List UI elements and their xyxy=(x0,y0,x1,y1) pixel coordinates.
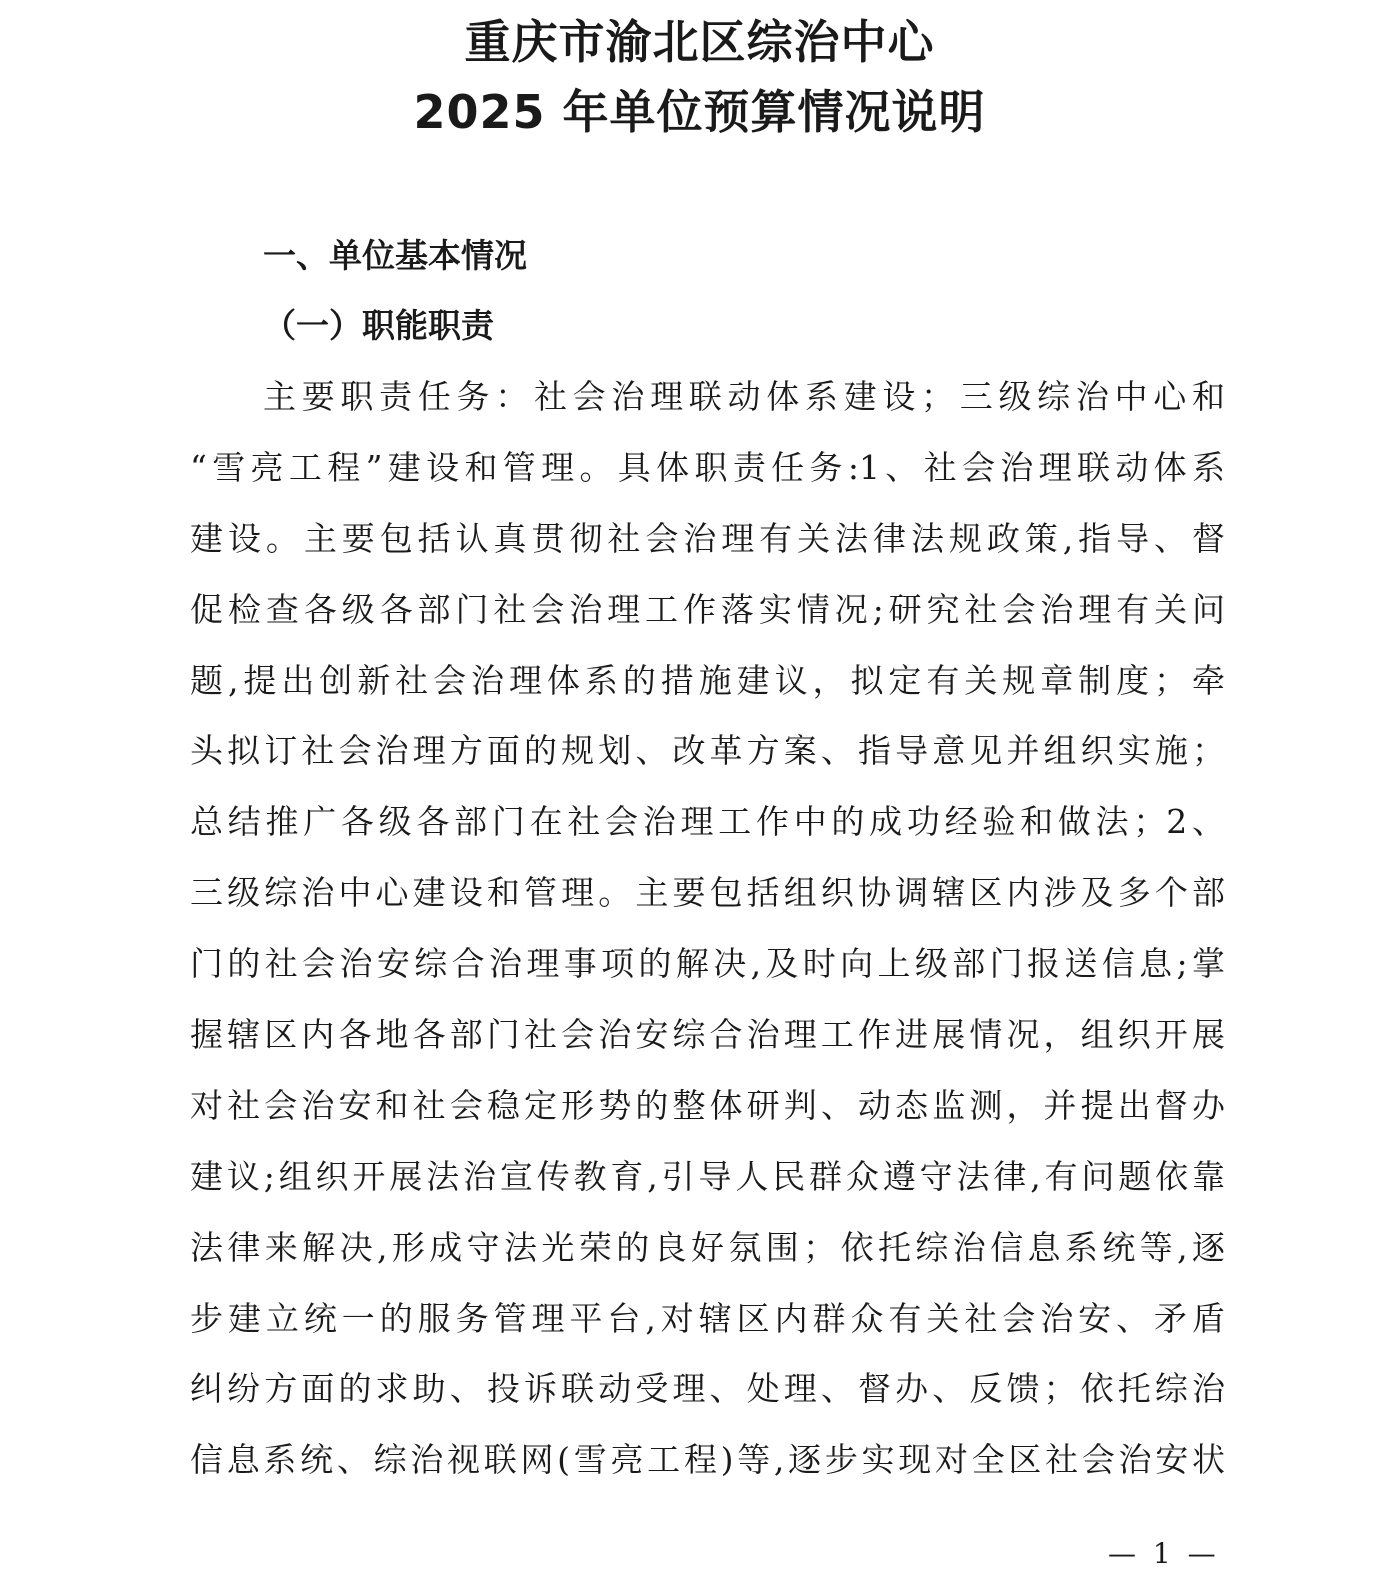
subsection-heading: （一）职能职责 xyxy=(263,306,494,345)
body-line: 主要职责任务：社会治理联动体系建设；三级综治中心和 xyxy=(263,377,1225,416)
body-line: 法律来解决,形成守法光荣的良好氛围；依托综治信息系统等,逐 xyxy=(190,1227,1225,1267)
body-line: 门的社会治安综合治理事项的解决,及时向上级部门报送信息;掌 xyxy=(190,944,1225,984)
body-line: 步建立统一的服务管理平台,对辖区内群众有关社会治安、矛盾 xyxy=(190,1298,1225,1338)
body-line: 促检查各级各部门社会治理工作落实情况;研究社会治理有关问 xyxy=(190,589,1225,629)
body-line: 三级综治中心建设和管理。主要包括组织协调辖区内涉及多个部 xyxy=(190,873,1225,913)
body-line: 信息系统、综治视联网(雪亮工程)等,逐步实现对全区社会治安状 xyxy=(190,1440,1225,1480)
body-text xyxy=(190,368,1225,1502)
body-line: 握辖区内各地各部门社会治安综合治理工作进展情况，组织开展 xyxy=(190,1015,1225,1055)
document-title-line-2: 2025 年单位预算情况说明 xyxy=(413,85,986,139)
body-line: 对社会治安和社会稳定形势的整体研判、动态监测，并提出督办 xyxy=(190,1085,1225,1125)
body-line: 总结推广各级各部门在社会治理工作中的成功经验和做法；2、 xyxy=(190,802,1225,842)
section-heading: 一、单位基本情况 xyxy=(263,236,527,275)
body-line: “雪亮工程”建设和管理。具体职责任务:1、社会治理联动体系 xyxy=(190,447,1225,487)
body-line: 头拟订社会治理方面的规划、改革方案、指导意见并组织实施； xyxy=(190,731,1225,771)
body-line: 题,提出创新社会治理体系的措施建议，拟定有关规章制度；牵 xyxy=(190,660,1225,700)
page-number: — 1 — xyxy=(1108,1537,1220,1570)
document-title-line-1: 重庆市渝北区综治中心 xyxy=(464,15,935,69)
body-line: 建设。主要包括认真贯彻社会治理有关法律法规政策,指导、督 xyxy=(190,518,1225,558)
body-line: 纠纷方面的求助、投诉联动受理、处理、督办、反馈；依托综治 xyxy=(190,1369,1225,1409)
body-line: 建议;组织开展法治宣传教育,引导人民群众遵守法律,有问题依靠 xyxy=(190,1156,1225,1196)
